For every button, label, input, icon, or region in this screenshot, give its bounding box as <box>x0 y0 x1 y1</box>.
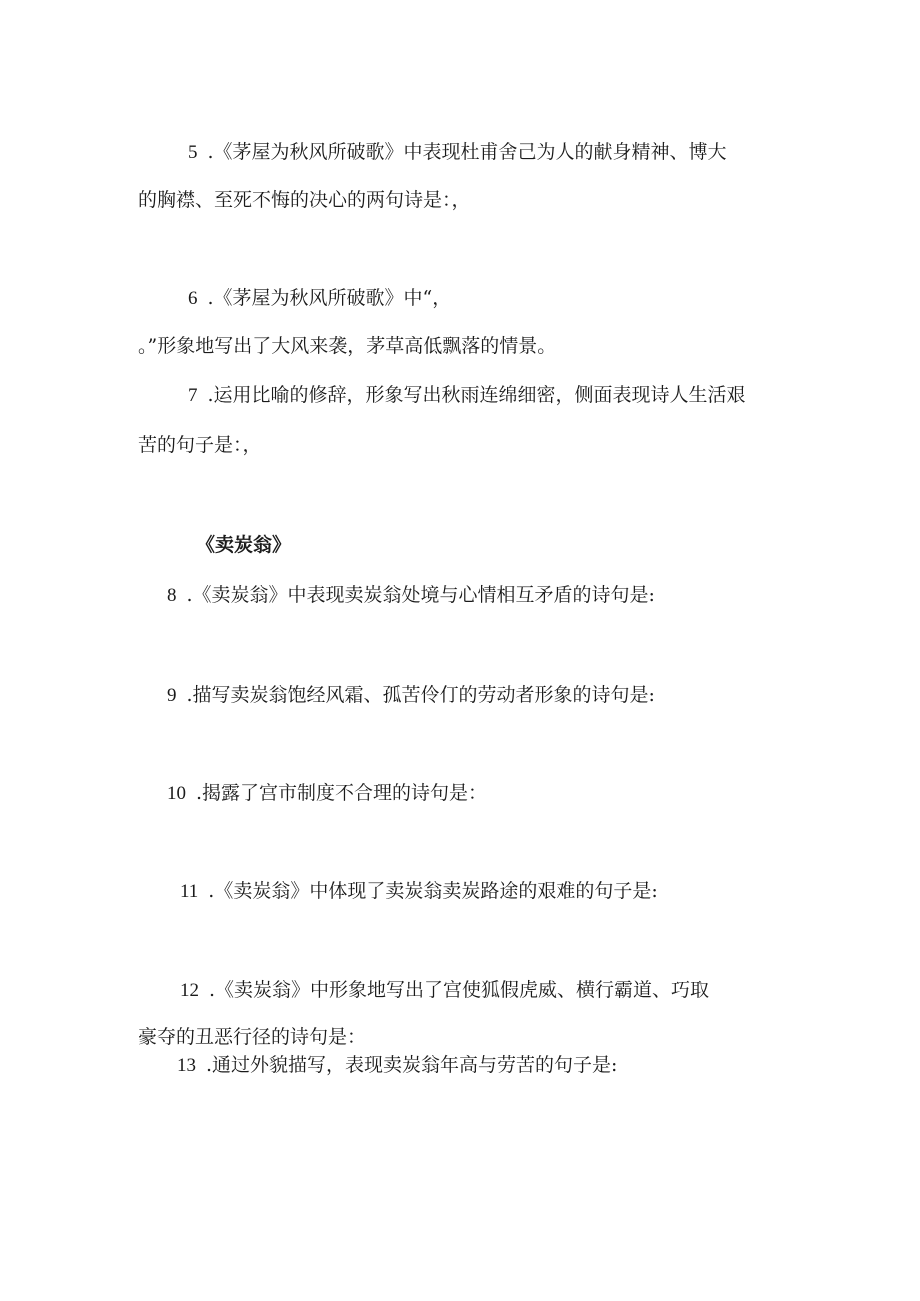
question-8 <box>167 583 655 608</box>
question-text: .通过外貌描写，表现卖炭翁年高与劳苦的句子是: <box>206 1054 618 1076</box>
question-text: 豪夺的丑恶行径的诗句是： <box>138 1026 367 1048</box>
question-13 <box>177 1053 617 1078</box>
question-6-line-1 <box>188 286 451 311</box>
question-9 <box>167 683 655 708</box>
question-number: 9 <box>167 685 177 706</box>
question-text: .《茅屋为秋风所破歌》中“， <box>207 287 452 309</box>
question-12-line-1 <box>180 978 709 1003</box>
section-heading: 《卖炭翁》 <box>196 534 292 556</box>
question-number: 12 <box>180 980 199 1001</box>
question-text: .揭露了宫市制度不合理的诗句是： <box>196 782 488 804</box>
question-text: .《卖炭翁》中表现卖炭翁处境与心情相互矛盾的诗句是: <box>186 584 655 606</box>
question-7-line-1 <box>188 383 746 408</box>
question-text: 的胸襟、至死不悔的决心的两句诗是：， <box>138 189 471 211</box>
question-11 <box>180 879 658 904</box>
question-5-line-1 <box>188 140 727 165</box>
question-number: 8 <box>167 585 177 606</box>
question-number: 7 <box>188 385 198 406</box>
question-number: 5 <box>188 142 198 163</box>
question-number: 11 <box>180 881 199 902</box>
question-7-line-2 <box>138 433 262 457</box>
question-text: 苦的句子是：， <box>138 434 262 456</box>
question-text: .描写卖炭翁饱经风霜、孤苦伶仃的劳动者形象的诗句是: <box>186 684 655 706</box>
question-6-line-2 <box>138 334 556 358</box>
question-number: 13 <box>177 1055 196 1076</box>
question-text: .《卖炭翁》中形象地写出了宫使狐假虎威、横行霸道、巧取 <box>209 979 710 1001</box>
question-12-line-2 <box>138 1025 366 1049</box>
question-5-line-2 <box>138 188 471 212</box>
question-number: 10 <box>167 783 186 804</box>
question-text: 。”形象地写出了大风来袭，茅草高低飘落的情景。 <box>138 335 557 357</box>
question-10 <box>167 781 487 806</box>
question-number: 6 <box>188 288 198 309</box>
question-text: .《茅屋为秋风所破歌》中表现杜甫舍己为人的献身精神、博大 <box>207 141 727 163</box>
question-text: .运用比喻的修辞，形象写出秋雨连绵细密，侧面表现诗人生活艰 <box>207 384 746 406</box>
question-text: .《卖炭翁》中体现了卖炭翁卖炭路途的艰难的句子是: <box>208 880 658 902</box>
